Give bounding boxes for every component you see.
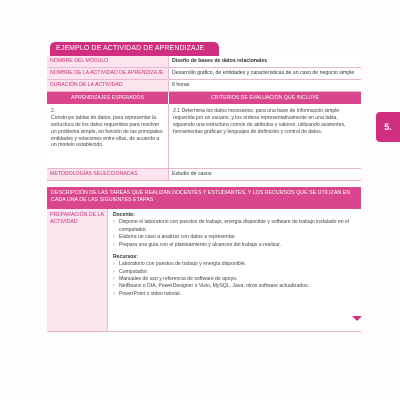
criterio-cell	[168, 104, 361, 168]
list-item: › Elabora un caso a analizar con datos a representar.	[113, 234, 236, 241]
info-label: NOMBRE DE LA ACTIVIDAD DE APRENDIZAJE	[47, 68, 168, 79]
list-item: › NetBeans o DIA, PowerDesigner o Visio, MySQL, Java, otros software actualizados.	[113, 283, 310, 290]
bullet-icon: ›	[113, 261, 115, 268]
bullet-icon: ›	[113, 283, 115, 290]
info-value: Diseño de bases de datos relacionales	[168, 56, 361, 67]
info-value: 6 horas	[168, 80, 361, 91]
criterio-text: 2.1 Determina los datos necesarios, para una base de información simple requerida por un usuario, y los ordena representativamente en una tabla, siguiendo una estructura común de atributos y valores, utilizando asistentes, herramientas gráficas y lenguajes de definición y control de datos.	[173, 108, 346, 135]
list-item: › Computador.	[113, 268, 149, 275]
continue-arrow-icon	[352, 316, 362, 321]
info-label: NOMBRE DEL MÓDULO	[47, 56, 168, 67]
list-item: › Dispone el laboratorio con puestos de trabajo, energía disponible y software de trabajo instalado en el computador.	[113, 219, 349, 233]
criteria-header	[47, 92, 361, 104]
activity-table	[47, 56, 361, 332]
list-item: › Laboratorio con puestos de trabajo y energía disponible.	[113, 261, 247, 268]
info-row-modulo	[47, 56, 361, 68]
bullet-icon: ›	[113, 276, 115, 282]
info-label: DURACIÓN DE LA ACTIVIDAD	[47, 80, 168, 91]
activity-header-title: EJEMPLO DE ACTIVIDAD DE APRENDIZAJE	[50, 42, 219, 56]
bullet-icon: ›	[113, 290, 115, 297]
recursos-title: Recursos:	[113, 253, 138, 260]
column-header-criterios: CRITERIOS DE EVALUACIÓN QUE INCLUYE	[168, 92, 361, 104]
preparacion-row	[47, 209, 361, 332]
metodologias-label: METODOLOGÍAS SELECCIONADAS	[47, 169, 168, 180]
metodologias-row	[47, 169, 361, 181]
list-item: › Prepara una guía con el planteamiento y alcances del trabajo a realizar.	[113, 241, 281, 248]
bullet-icon: ›	[113, 268, 115, 275]
column-header-aprendizajes: APRENDIZAJES ESPERADOS	[47, 92, 168, 104]
aprendizaje-text: Construye tablas de datos, para representar la estructura de los datos requeridos para resolver un problema simple, en función de las principales entidades y relaciones entre ellas, de acuerdo a un modelo establecido.	[51, 114, 163, 149]
bullet-icon: ›	[113, 219, 115, 226]
metodologias-value: Estudio de casos	[168, 169, 361, 180]
list-item: › PowerPoint o video tutorial.	[113, 290, 182, 297]
docente-title: Docente:	[113, 212, 135, 218]
preparacion-content	[107, 209, 361, 331]
info-row-actividad	[47, 68, 361, 80]
info-row-duracion	[47, 80, 361, 92]
preparacion-label: PREPARACIÓN DE LA ACTIVIDAD	[47, 209, 107, 331]
aprendizaje-number: 2.	[51, 108, 56, 114]
chapter-tab: 5.	[376, 112, 400, 142]
bullet-icon: ›	[113, 234, 115, 241]
aprendizaje-cell	[47, 104, 168, 168]
criteria-row	[47, 104, 361, 169]
list-item: › Manuales de uso y referencia de software de apoyo.	[113, 276, 238, 282]
tasks-banner: DESCRIPCIÓN DE LAS TAREAS QUE REALIZAN DOCENTES Y ESTUDIANTES, Y LOS RECURSOS QUE SE UTILIZAN EN CADA UNA DE LAS SIGUIENTES ETAPAS	[47, 187, 361, 209]
bullet-icon: ›	[113, 241, 115, 248]
info-value: Desarrollo gráfico, de entidades y características de un caso de negocio simple	[168, 68, 361, 79]
